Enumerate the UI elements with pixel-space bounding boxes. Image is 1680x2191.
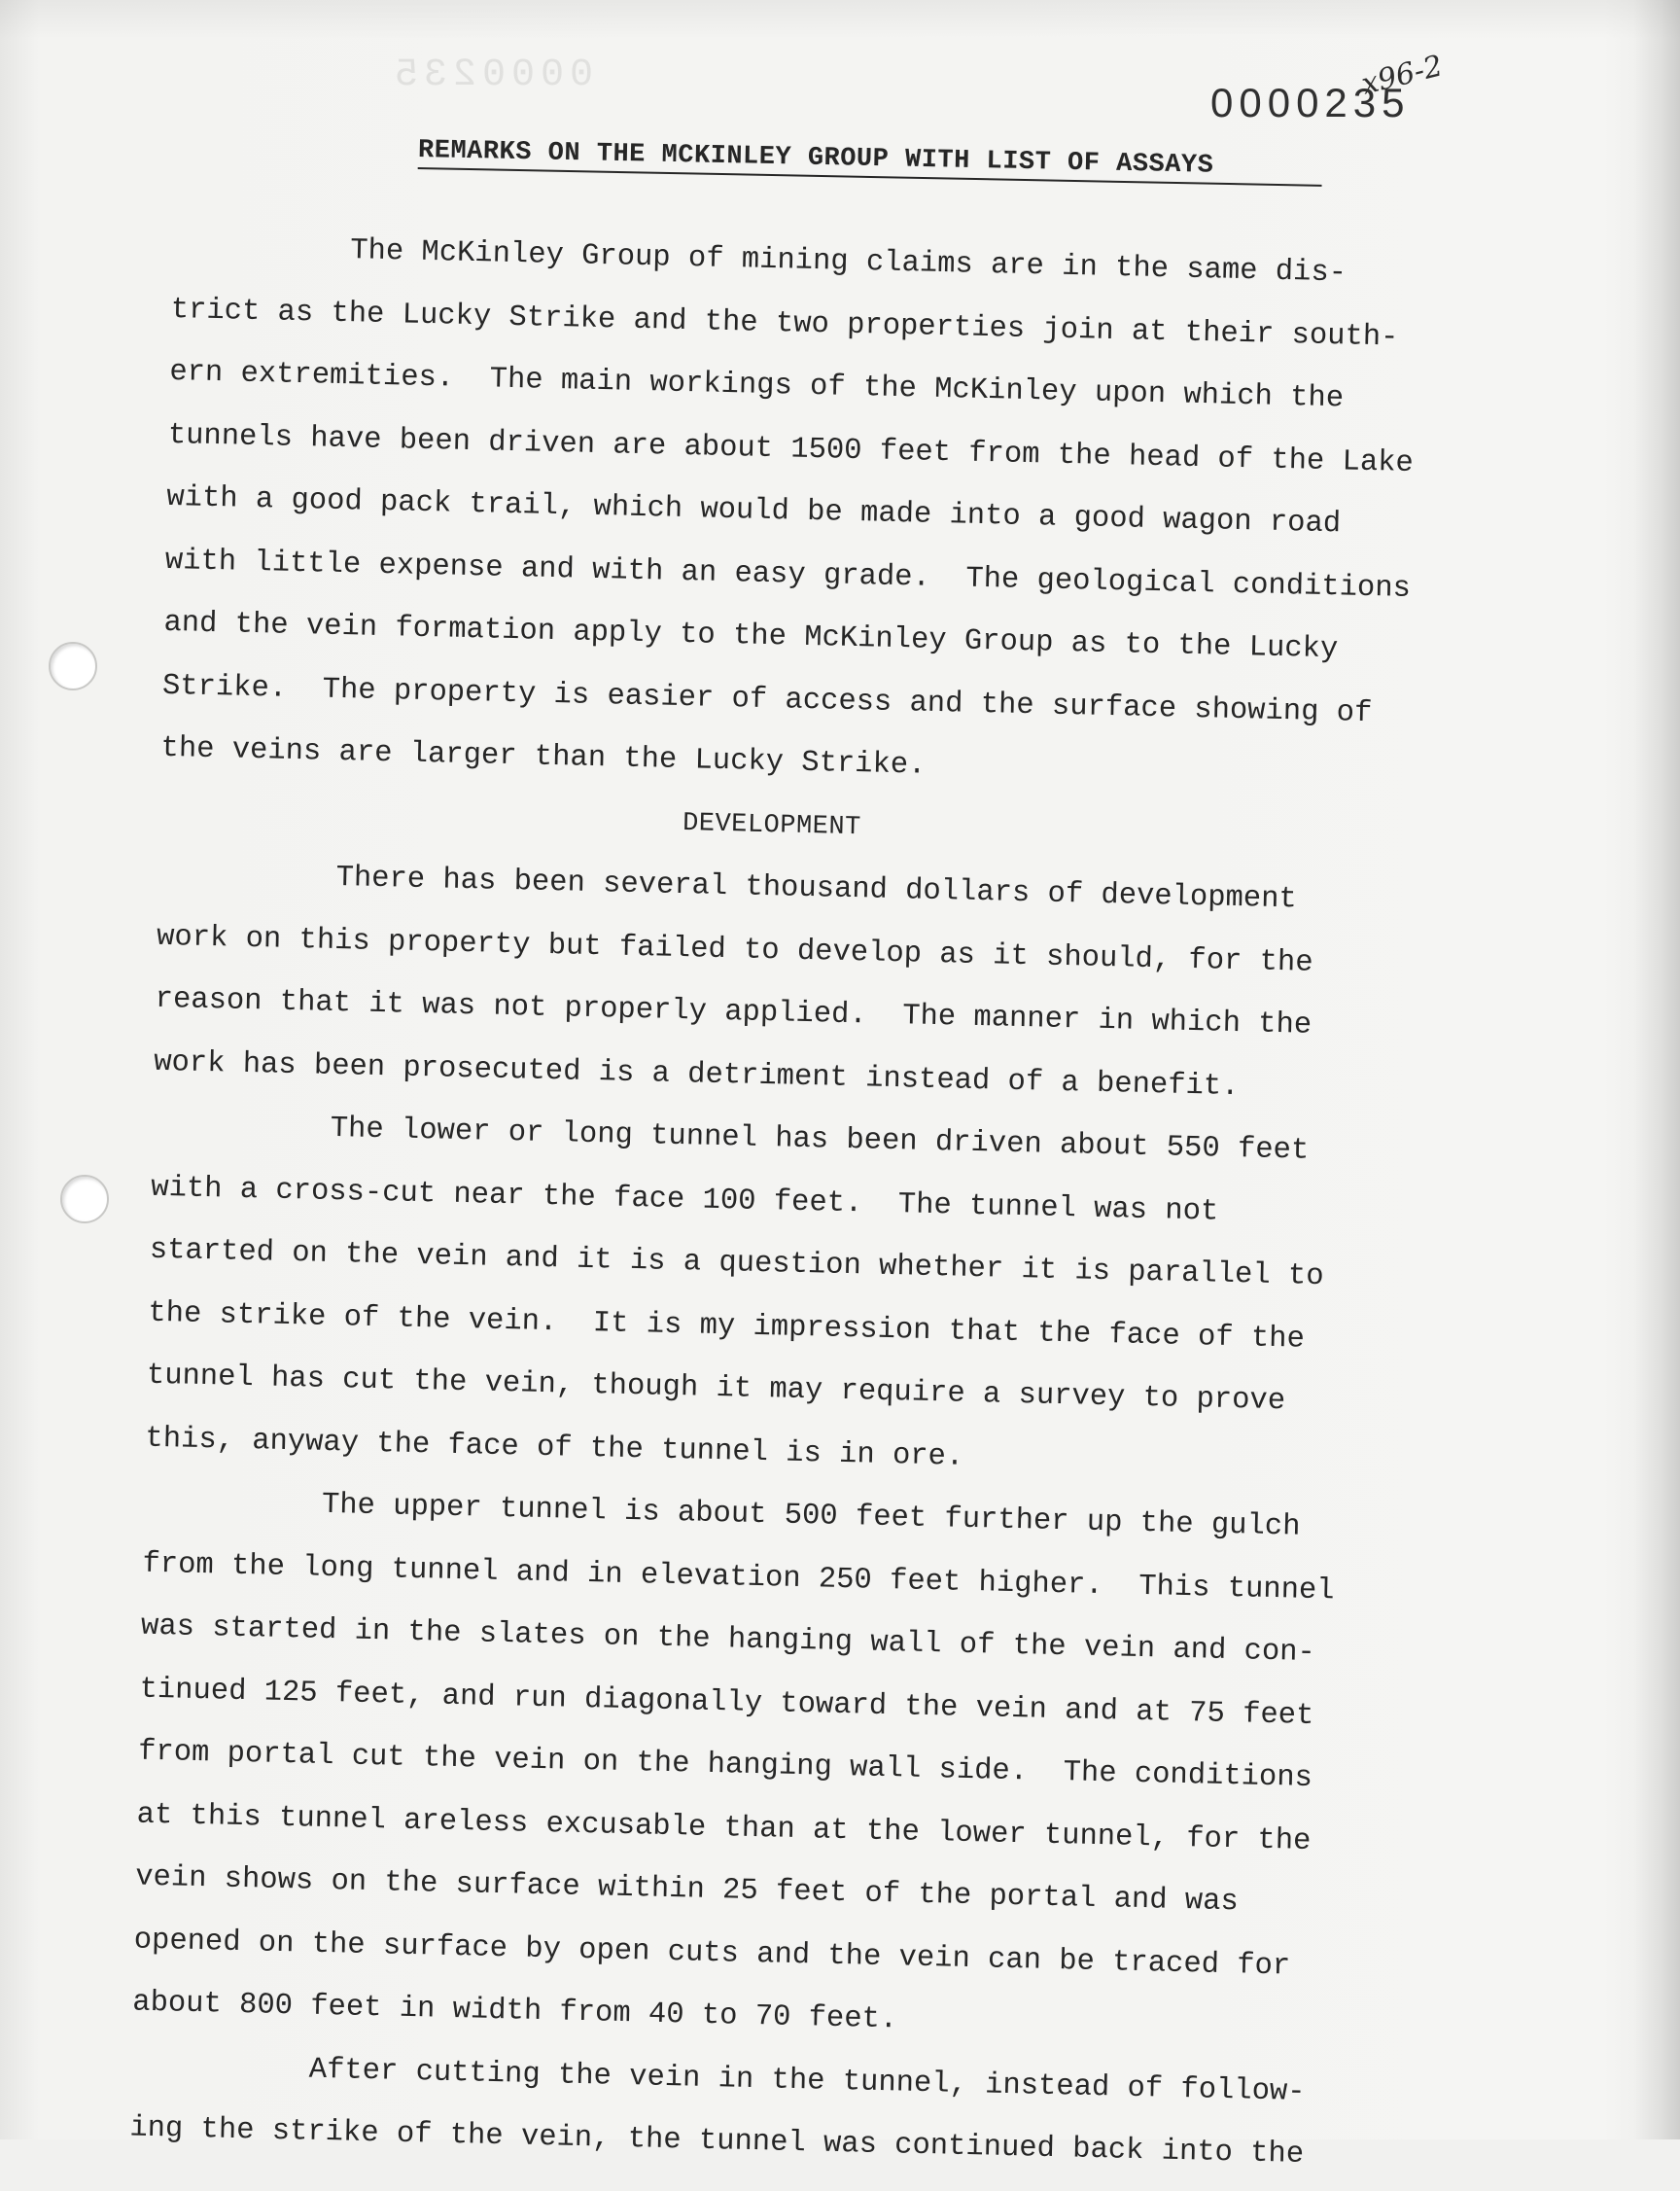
body-line: and the vein formation apply to the McKinley Group as to the Lucky xyxy=(163,606,1339,667)
body-line: the strike of the vein. It is my impression that the face of the xyxy=(148,1296,1306,1357)
body-line: the veins are larger than the Lucky Strike. xyxy=(160,731,927,783)
body-line: After cutting the vein in the tunnel, instead of follow- xyxy=(130,2049,1306,2109)
document-number-stamp: 0000235 xyxy=(1210,80,1411,125)
body-line: tunnel has cut the vein, though it may require a survey to prove xyxy=(146,1359,1286,1419)
body-line: ern extremities. The main workings of the McKinley upon which the xyxy=(168,355,1345,416)
handwritten-annotation: x96-2 xyxy=(1358,49,1447,102)
body-line: about 800 feet in width from 40 to 70 feet. xyxy=(131,1986,898,2037)
body-line: vein shows on the surface within 25 feet of the portal and was xyxy=(134,1860,1240,1920)
body-line: Strike. The property is easier of access and the surface showing of xyxy=(161,669,1373,730)
punch-hole-bottom xyxy=(60,1175,109,1223)
body-line: tunnels have been driven are about 1500 feet from the head of the Lake xyxy=(167,418,1415,480)
scan-shading xyxy=(0,0,1680,39)
page-edge-shadow xyxy=(1633,0,1680,2139)
body-line: tinued 125 feet, and run diagonally toward the vein and at 75 feet xyxy=(139,1673,1314,1733)
body-line: work has been prosecuted is a detriment instead of a benefit. xyxy=(153,1045,1240,1104)
body-line: with little expense and with an easy grade. The geological conditions xyxy=(164,544,1412,606)
body-line: The upper tunnel is about 500 feet further up the gulch xyxy=(143,1484,1301,1544)
body-line: at this tunnel areless excusable than at the lower tunnel, for the xyxy=(136,1798,1312,1858)
body-line: from the long tunnel and in elevation 250 feet higher. This tunnel xyxy=(142,1547,1335,1608)
document-title: REMARKS ON THE MCKINLEY GROUP WITH LIST OF ASSAYS xyxy=(418,136,1322,187)
body-line: trict as the Lucky Strike and the two properties join at their south- xyxy=(170,293,1399,355)
body-line: this, anyway the face of the tunnel is in ore. xyxy=(145,1422,964,1474)
bleed-through-stamp: 0000235 xyxy=(389,53,594,97)
body-line: opened on the surface by open cuts and the vein can be traced for xyxy=(133,1924,1291,1984)
section-heading-development: DEVELOPMENT xyxy=(682,808,862,842)
body-line: The lower or long tunnel has been driven about 550 feet xyxy=(152,1108,1310,1168)
body-line: The McKinley Group of mining claims are in the same dis- xyxy=(171,230,1348,291)
body-line: was started in the slates on the hanging wall of the vein and con- xyxy=(140,1609,1316,1671)
body-line: from portal cut the vein on the hanging wall side. The conditions xyxy=(137,1735,1313,1795)
body-line: with a good pack trail, which would be made into a good wagon road xyxy=(166,480,1342,542)
body-line: started on the vein and it is a question whether it is parallel to xyxy=(149,1233,1324,1294)
body-line: with a cross-cut near the face 100 feet. The tunnel was not xyxy=(150,1171,1219,1229)
body-line: reason that it was not properly applied. The manner in which the xyxy=(155,982,1312,1042)
punch-hole-top xyxy=(49,642,97,690)
body-line: ing the strike of the vein, the tunnel was continued back into the xyxy=(128,2111,1305,2172)
body-line: work on this property but failed to develop as it should, for the xyxy=(156,920,1313,980)
document-body xyxy=(129,216,1534,2191)
body-line: There has been several thousand dollars of development xyxy=(158,857,1298,917)
